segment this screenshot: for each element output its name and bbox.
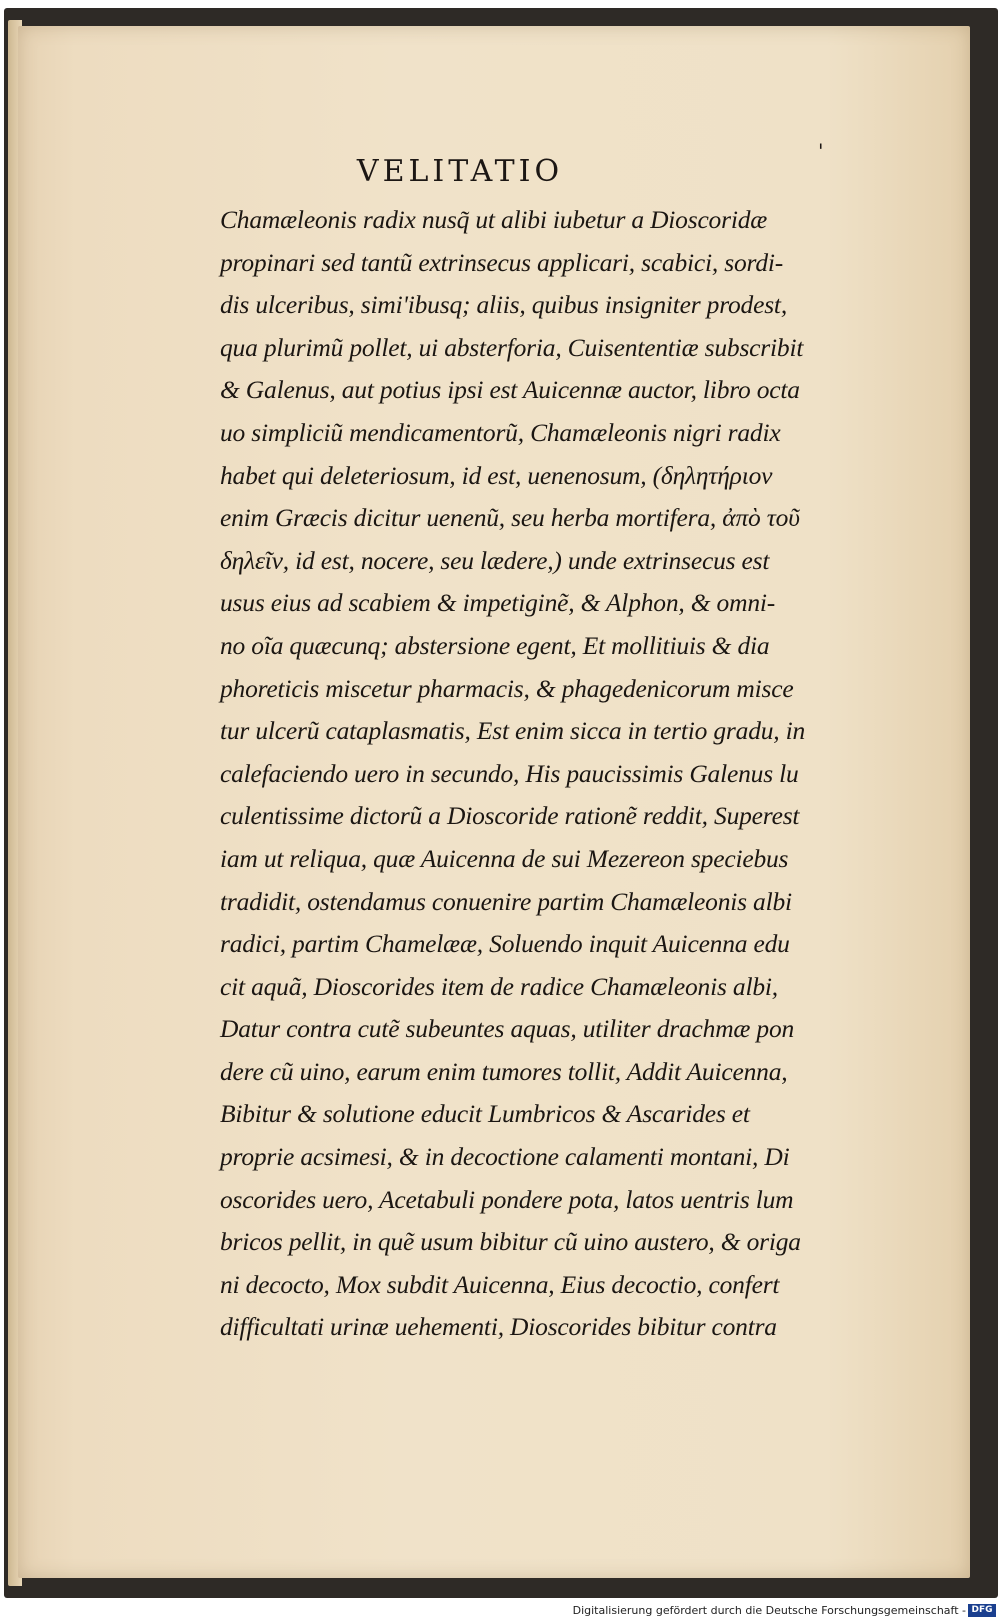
text-line: tradidit, ostendamus conuenire partim Chamæleonis albi — [220, 886, 792, 916]
text-line: dis ulceribus, simi'ibusq; aliis, quibus insigniter prodest, — [220, 290, 787, 320]
text-line: habet qui deleteriosum, id est, uenenosum, (δηλητήριον — [220, 460, 773, 490]
digitization-credit: Digitalisierung gefördert durch die Deutsche Forschungsgemeinschaft - — [572, 1604, 966, 1617]
text-line: qua plurimũ pollet, ui absterforia, Cuisententiæ subscribit — [220, 332, 804, 362]
text-line: Bibitur & solutione educit Lumbricos & Ascarides et — [220, 1099, 750, 1129]
text-line: uo simpliciũ mendicamentorũ, Chamæleonis nigri radix — [220, 417, 781, 447]
text-line: radici, partim Chamelææ, Soluendo inquit Auicenna edu — [220, 929, 790, 959]
text-line: bricos pellit, in quẽ usum bibitur cũ uino austero, & origa — [220, 1227, 801, 1257]
text-line: proprie acsimesi, & in decoctione calamenti montani, Di — [220, 1142, 790, 1172]
text-line: propinari sed tantũ extrinsecus applicari, scabici, sordi- — [220, 247, 784, 277]
text-line: difficultati urinæ uehementi, Dioscorides bibitur contra — [220, 1312, 777, 1342]
text-line: δηλεῖν, id est, nocere, seu lædere,) unde extrinsecus est — [220, 545, 770, 575]
running-head: VELITATIO — [356, 154, 564, 189]
dfg-logo: DFG — [968, 1604, 996, 1617]
text-block — [220, 199, 940, 1349]
text-line: Datur contra cutẽ subeuntes aquas, utiliter drachmæ pon — [220, 1014, 795, 1044]
text-line: & Galenus, aut potius ipsi est Auicennæ auctor, libro octa — [220, 375, 800, 405]
text-line: no oĩa quæcunq; abstersione egent, Et mollitiuis & dia — [220, 630, 770, 660]
text-line: ni decocto, Mox subdit Auicenna, Eius decoctio, confert — [220, 1269, 780, 1299]
text-line: culentissime dictorũ a Dioscoride rationẽ reddit, Superest — [220, 801, 800, 831]
text-line: usus eius ad scabiem & impetiginẽ, & Alphon, & omni- — [220, 588, 776, 618]
text-line: Chamæleonis radix nusq̃ ut alibi iubetur a Dioscoridæ — [220, 205, 768, 234]
text-line: cit aquã, Dioscorides item de radice Chamæleonis albi, — [220, 971, 778, 1001]
book-page — [18, 26, 970, 1578]
text-line: oscorides uero, Acetabuli pondere pota, latos uentris lum — [220, 1184, 794, 1214]
text-line: enim Græcis dicitur uenenũ, seu herba mortifera, ἀπὸ τοῦ — [220, 503, 800, 533]
text-line: calefaciendo uero in secundo, His paucissimis Galenus lu — [220, 758, 799, 788]
text-line: phoreticis miscetur pharmacis, & phagedenicorum misce — [220, 673, 794, 703]
folio-mark: ' — [818, 139, 824, 163]
text-line: tur ulcerũ cataplasmatis, Est enim sicca in tertio gradu, in — [220, 716, 806, 746]
text-line: iam ut reliqua, quæ Auicenna de sui Mezereon speciebus — [220, 843, 789, 873]
page-content — [220, 139, 940, 1349]
text-line: dere cũ uino, earum enim tumores tollit, Addit Auicenna, — [220, 1056, 788, 1086]
